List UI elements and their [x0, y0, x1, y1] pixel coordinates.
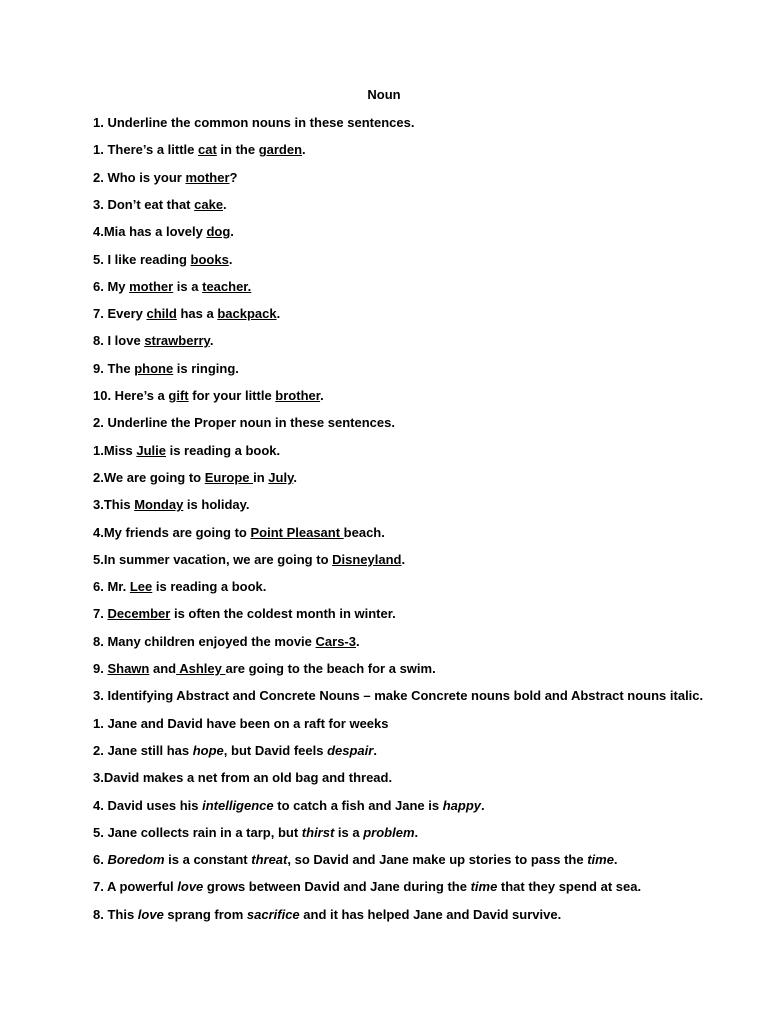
line-text: 4. David uses his: [93, 797, 203, 813]
exercise-line: [93, 333, 213, 349]
line-text: is often the coldest month in winter.: [170, 606, 396, 622]
line-text: .: [414, 824, 419, 840]
line-text: 3. Identifying Abstract and Concrete Nouns – make Concrete nouns bold and Abstract nouns italic.: [93, 688, 704, 704]
line-text: 6. Mr.: [93, 579, 130, 595]
underlined-noun: cake: [194, 196, 224, 212]
line-text: .: [302, 142, 306, 158]
exercise-line: [93, 688, 703, 704]
italic-noun: thirst: [301, 824, 335, 840]
line-text: 1. Underline the common nouns in these sentences.: [93, 115, 415, 130]
line-text: is a: [173, 278, 203, 294]
underlined-noun: garden: [258, 142, 303, 158]
exercise-line: [93, 224, 234, 240]
line-text: 8. This: [93, 906, 138, 922]
line-text: .: [320, 388, 324, 403]
underlined-noun: mother: [129, 278, 174, 294]
exercise-line: [93, 306, 280, 322]
italic-noun: love: [177, 879, 204, 895]
line-text: 4.Mia has a lovely: [93, 224, 207, 240]
line-text: 1. There’s a little: [93, 142, 199, 158]
line-text: , but David feels: [223, 742, 328, 758]
exercise-line: [93, 525, 385, 541]
line-text: 2. Who is your: [93, 169, 186, 185]
underlined-noun: Cars-3: [315, 633, 356, 649]
line-text: 7.: [93, 606, 108, 622]
line-text: and: [149, 661, 177, 676]
line-text: is a: [334, 824, 364, 840]
underlined-noun: December: [107, 606, 171, 622]
line-text: and it has helped Jane and David survive.: [299, 906, 562, 922]
italic-noun: despair: [327, 742, 374, 758]
line-text: to catch a fish and Jane is: [273, 797, 443, 813]
underlined-noun: strawberry: [144, 333, 210, 349]
line-text: .: [613, 852, 618, 868]
exercise-line: [93, 415, 395, 431]
exercise-line: [93, 634, 360, 650]
line-text: .: [228, 251, 233, 267]
underlined-noun: Europe: [204, 469, 254, 485]
italic-noun: hope: [192, 742, 224, 758]
underlined-noun: Monday: [134, 497, 184, 513]
line-text: .: [355, 633, 360, 649]
exercise-line: [93, 443, 280, 459]
underlined-noun: Julie: [136, 442, 166, 458]
line-text: 1. Jane and David have been on a raft for weeks: [93, 715, 389, 731]
line-text: 5. I like reading: [93, 251, 191, 267]
line-text: 6.: [93, 852, 108, 868]
italic-noun: threat: [251, 852, 288, 868]
exercise-line: [93, 470, 297, 486]
exercise-line: [93, 142, 306, 158]
line-text: .: [401, 551, 406, 567]
underlined-noun: phone: [134, 360, 174, 376]
exercise-line: [93, 743, 377, 759]
underlined-noun: brother: [275, 388, 321, 403]
italic-noun: time: [470, 879, 498, 895]
exercise-line: [93, 361, 239, 377]
exercise-line: [93, 497, 250, 513]
underlined-noun: child: [146, 306, 177, 322]
line-text: .: [481, 797, 485, 813]
underlined-noun: Shawn: [107, 661, 150, 676]
exercise-line: [93, 825, 418, 841]
line-text: grows between David and Jane during the: [203, 879, 471, 895]
exercise-line: [93, 852, 618, 868]
underlined-noun: gift: [168, 388, 189, 403]
line-text: has a: [176, 306, 218, 322]
line-text: is ringing.: [173, 360, 239, 376]
line-text: 3.This: [93, 497, 135, 513]
line-text: 8. Many children enjoyed the movie: [93, 633, 316, 649]
exercise-line: [93, 661, 436, 677]
underlined-noun: books: [190, 251, 229, 267]
exercise-line: [93, 907, 561, 923]
exercise-line: [93, 798, 485, 814]
line-text: 10. Here’s a: [93, 388, 169, 403]
line-text: is holiday.: [183, 497, 250, 513]
line-text: 7. Every: [93, 306, 147, 322]
line-text: is reading a book.: [165, 442, 281, 458]
line-text: 2. Underline the Proper noun in these sentences.: [93, 415, 395, 431]
underlined-noun: dog: [206, 224, 231, 240]
italic-noun: intelligence: [202, 797, 274, 813]
page-title: Noun: [367, 87, 401, 102]
italic-noun: time: [587, 852, 614, 868]
exercise-line: [93, 388, 324, 404]
exercise-line: [93, 252, 232, 268]
line-text: .: [276, 306, 281, 322]
underlined-noun: backpack: [217, 306, 277, 322]
exercise-line: [93, 579, 266, 595]
line-text: ?: [229, 169, 238, 185]
underlined-noun: July: [268, 469, 294, 485]
line-text: .: [373, 742, 377, 758]
line-text: that they spend at sea.: [497, 879, 642, 895]
underlined-noun: Ashley: [176, 661, 226, 676]
line-text: is reading a book.: [152, 579, 267, 595]
line-text: 2.We are going to: [93, 469, 205, 485]
line-text: are going to the beach for a swim.: [225, 661, 436, 676]
exercise-line: [93, 552, 405, 568]
line-text: .: [293, 469, 297, 485]
line-text: 9. The: [93, 360, 135, 376]
line-text: in the: [216, 142, 259, 158]
line-text: .: [223, 196, 227, 212]
line-text: in: [253, 469, 269, 485]
line-text: 8. I love: [93, 333, 145, 349]
exercise-line: [93, 197, 227, 213]
underlined-noun: Disneyland: [332, 551, 402, 567]
line-text: 4.My friends are going to: [93, 524, 251, 540]
underlined-noun: mother: [185, 169, 230, 185]
line-text: sprang from: [163, 906, 247, 922]
exercise-line: [93, 716, 389, 732]
exercise-line: [93, 770, 392, 786]
underlined-noun: Lee: [129, 579, 153, 595]
italic-noun: sacrifice: [246, 906, 300, 922]
underlined-noun: cat: [198, 142, 217, 158]
line-text: 3.David makes a net from an old bag and thread.: [93, 770, 393, 786]
underlined-noun: teacher.: [202, 278, 252, 294]
line-text: beach.: [343, 524, 385, 540]
exercise-line: [93, 879, 641, 895]
line-text: , so David and Jane make up stories to pass the: [287, 852, 588, 868]
line-text: 7. A powerful: [93, 879, 178, 895]
italic-noun: Boredom: [107, 852, 165, 868]
line-text: for your little: [188, 388, 276, 403]
line-text: .: [230, 224, 234, 240]
line-text: 5. Jane collects rain in a tarp, but: [93, 824, 302, 840]
line-text: 3. Don’t eat that: [93, 196, 195, 212]
exercise-line: [93, 606, 396, 622]
line-text: .: [209, 333, 214, 349]
underlined-noun: Point Pleasant: [250, 524, 344, 540]
exercise-line: [93, 279, 251, 295]
line-text: 5.In summer vacation, we are going to: [93, 551, 333, 567]
line-text: 9.: [93, 661, 108, 676]
italic-noun: happy: [442, 797, 481, 813]
line-text: 6. My: [93, 278, 130, 294]
italic-noun: love: [137, 906, 164, 922]
exercise-line: [93, 170, 237, 186]
line-text: is a constant: [164, 852, 252, 868]
exercise-line: [93, 115, 414, 131]
line-text: 1.Miss: [93, 442, 137, 458]
line-text: 2. Jane still has: [93, 742, 193, 758]
italic-noun: problem: [363, 824, 415, 840]
